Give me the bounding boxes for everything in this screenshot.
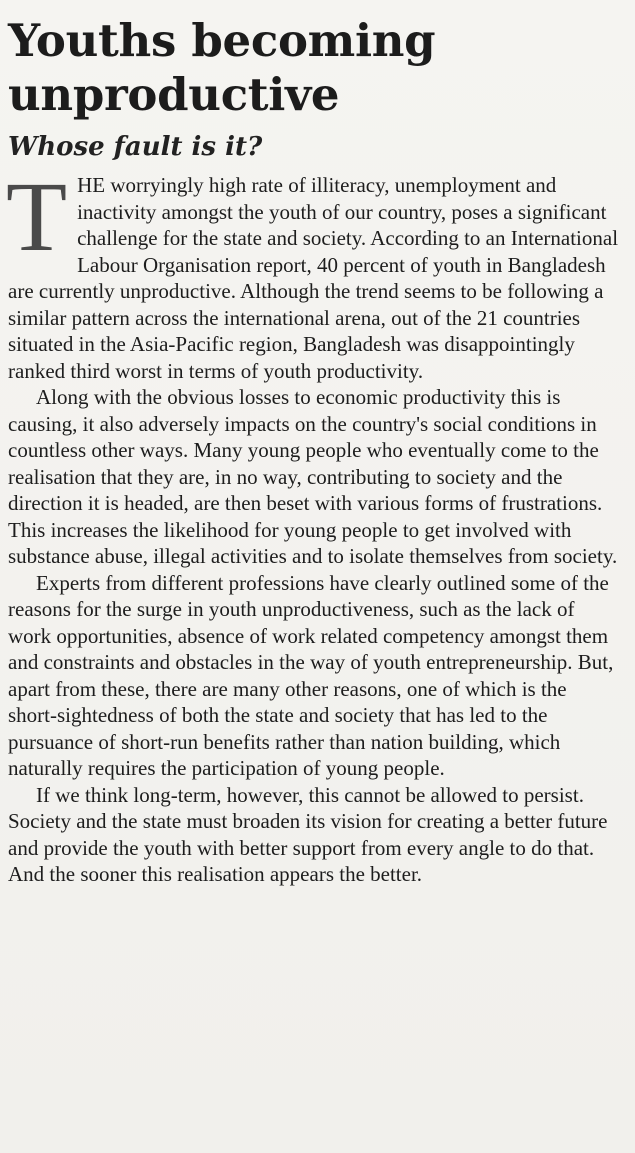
paragraph-3: Experts from different professions have clearly outlined some of the reasons for the surge in youth unproductiveness, such as the lack of work opportunities, absence of work related competency amongst them and constraints and obstacles in the way of youth entrepreneurship. But, apart from these, there are many other reasons, one of which is the short-sightedness of both the state and society that has led to the pursuance of short-run benefits rather than nation building, which naturally requires the participation of young people. xyxy=(8,570,614,780)
subheadline: Whose fault is it? xyxy=(8,132,263,162)
drop-cap: T xyxy=(6,161,68,272)
paragraph-2: Along with the obvious losses to economic productivity this is causing, it also adversely impacts on the country's social conditions in countless other ways. Many young people who eventually come to the realisation that they are, in no way, contributing to society and the direction it is headed, are then beset with various forms of frustrations. This increases the likelihood for young people to get involved with substance abuse, illegal activities and to isolate themselves from society. xyxy=(8,385,618,568)
headline-line-2: unproductive xyxy=(8,68,340,121)
paragraph-1-text: HE worryingly high rate of illiteracy, unemployment and inactivity amongst the youth of our country, poses a significant challenge for the state and society. According to an International Labour Organisation report, 40 percent of youth in Bangladesh are currently unproductive. Although the trend seems to be following a similar pattern across the international arena, out of the 21 countries situated in the Asia-Pacific region, Bangladesh was disappointingly ranked third worst in terms of youth productivity. xyxy=(8,173,619,383)
paragraph-4: If we think long-term, however, this cannot be allowed to persist. Society and the state must broaden its vision for creating a better future and provide the youth with better support from every angle to do that. And the sooner this realisation appears the better. xyxy=(8,782,608,886)
paragraph-1 xyxy=(6,161,620,384)
headline xyxy=(8,14,620,122)
headline-line-1: Youths becoming xyxy=(8,14,436,67)
article-body xyxy=(6,161,620,888)
article xyxy=(8,14,620,888)
